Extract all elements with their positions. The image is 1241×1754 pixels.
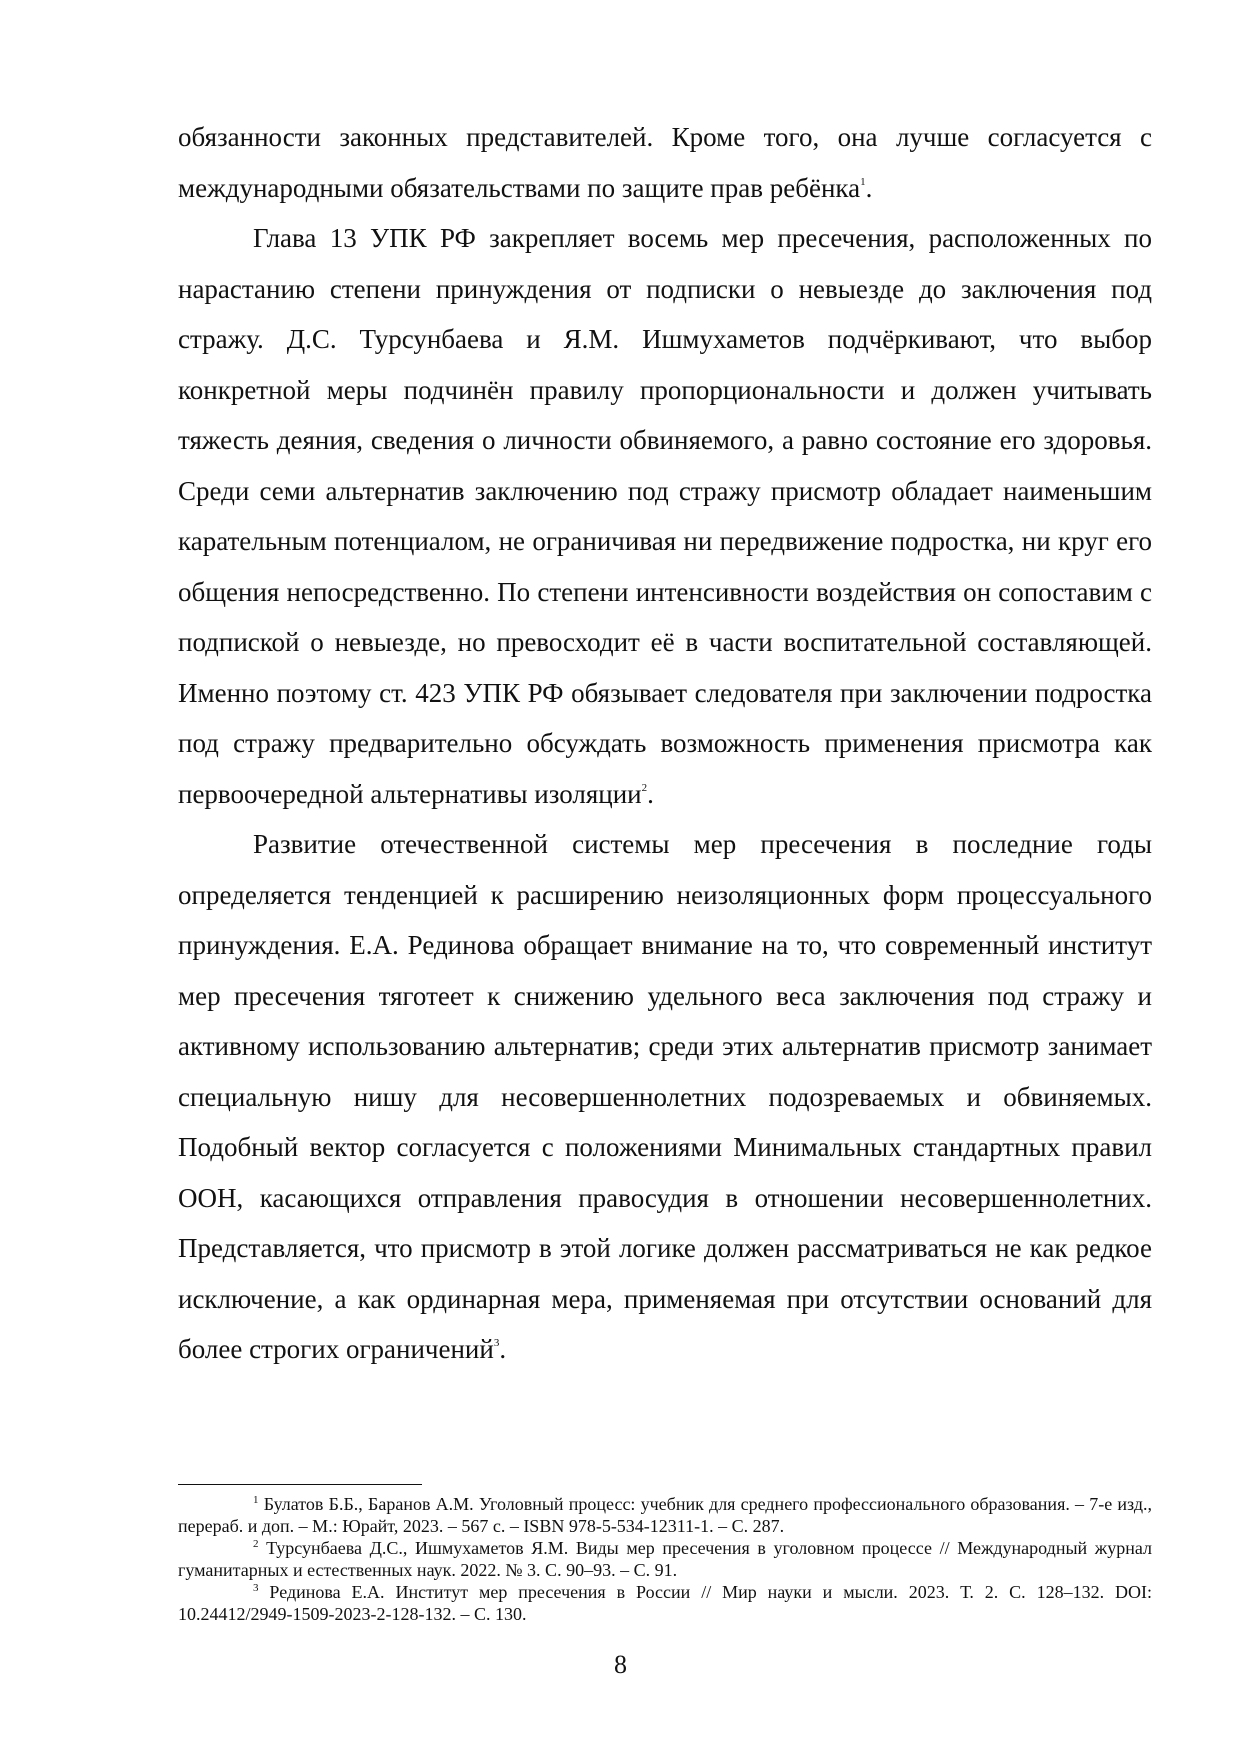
footnote xyxy=(178,1493,1152,1537)
paragraph-end: . xyxy=(499,1334,507,1364)
footnote-number: 2 xyxy=(253,1538,259,1550)
footnote-reference[interactable]: 1 xyxy=(860,175,866,188)
paragraph-development xyxy=(178,819,1152,1375)
footnotes-section xyxy=(178,1484,1152,1625)
footnote-number: 1 xyxy=(253,1494,259,1506)
footnote-separator xyxy=(178,1484,422,1485)
page-number: 8 xyxy=(614,1650,627,1679)
footnote-reference[interactable]: 2 xyxy=(641,781,648,794)
footnote xyxy=(178,1581,1152,1625)
page-body xyxy=(178,112,1152,1375)
footnote-text: Рединова Е.А. Институт мер пресечения в России // Мир науки и мысли. 2023. Т. 2. С. 128–132. DOI: 10.24412/2949-1509-2023-2-128-132. – С. 130. xyxy=(178,1582,1152,1624)
paragraph-end: . xyxy=(647,778,654,809)
footnote-number: 3 xyxy=(253,1582,259,1594)
paragraph-end: . xyxy=(865,172,873,203)
paragraph-measures xyxy=(178,213,1152,819)
footnote-text: Турсунбаева Д.С., Ишмухаметов Я.М. Виды мер пресечения в уголовном процессе // Международный журнал гуманитарных и естественных наук. 2022. № 3. С. 90–93. – С. 91. xyxy=(178,1538,1153,1580)
footnote-text: Булатов Б.Б., Баранов А.М. Уголовный процесс: учебник для среднего профессионального образования. – 7-е изд., перераб. и доп. – М.: Юрайт, 2023. – 567 с. – ISBN 978-5-534-12311-1. – С. 287. xyxy=(178,1494,1152,1536)
footnote-reference[interactable]: 3 xyxy=(493,1337,500,1349)
paragraph-text: Глава 13 УПК РФ закрепляет восемь мер пресечения, расположенных по нарастанию степени принуждения от подписки о невыезде до заключения под стражу. Д.С. Турсунбаева и Я.М. Ишмухаметов подчёркивают, что выбор конкретной меры подчинён правилу пропорциональности и должен учитывать тяжесть деяния, сведения о личности обвиняемого, а равно состояние его здоровья. Среди семи альтернатив заключению под стражу присмотр обладает наименьшим карательным потенциалом, не ограничивая ни передвижение подростка, ни круг его общения непосредственно. По степени интенсивности воздействия он сопоставим с подпиской о невыезде, но превосходит её в части воспитательной составляющей. Именно поэтому ст. 423 УПК РФ обязывает следователя при заключении подростка под стражу предварительно обсуждать возможность применения присмотра как первоочередной альтернативы изоляции xyxy=(178,223,1152,809)
paragraph-text: Развитие отечественной системы мер пресечения в последние годы определяется тенденцией к расширению неизоляционных форм процессуального принуждения. Е.А. Рединова обращает внимание на то, что современный институт мер пресечения тяготеет к снижению удельного веса заключения под стражу и активному использованию альтернатив; среди этих альтернатив присмотр занимает специальную нишу для несовершеннолетних подозреваемых и обвиняемых. Подобный вектор согласуется с положениями Минимальных стандартных правил ООН, касающихся отправления правосудия в отношении несовершеннолетних. Представляется, что присмотр в этой логике должен рассматриваться не как редкое исключение, а как ординарная мера, применяемая при отсутствии оснований для более строгих ограничений xyxy=(178,829,1152,1364)
paragraph-continuation xyxy=(178,112,1152,213)
paragraph-text: обязанности законных представителей. Кроме того, она лучше согласуется с международными обязательствами по защите прав ребёнка xyxy=(178,122,1152,203)
footnote xyxy=(178,1537,1152,1581)
